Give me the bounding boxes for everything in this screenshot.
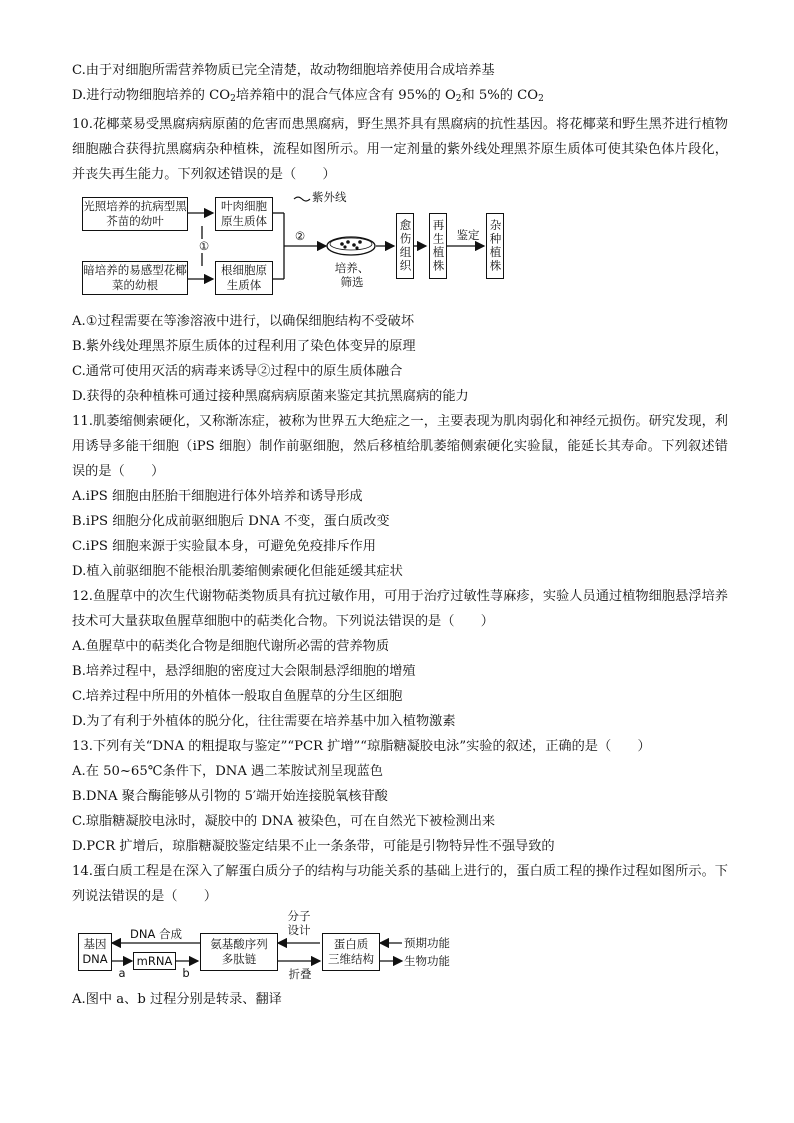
q11-option-b: B.iPS 细胞分化成前驱细胞后 DNA 不变，蛋白质改变 <box>72 514 390 529</box>
amino-acid-box <box>200 933 278 971</box>
polypeptide-label: 多肽链 <box>221 952 257 966</box>
q14-option-a: A.图中 a、b 过程分别是转录、翻译 <box>72 992 282 1007</box>
q9-option-c: C.由于对细胞所需营养物质已完全清楚，故动物细胞培养使用合成培养基 <box>72 63 495 78</box>
regenerated-plant-box: 再生植株 <box>429 213 447 279</box>
expected-function-label: 预期功能 <box>404 936 450 950</box>
protein-box <box>322 933 380 971</box>
callus-box: 愈伤组织 <box>396 213 414 279</box>
protein-engineering-arrows <box>72 911 728 987</box>
q10-option-a: A.①过程需要在等渗溶液中进行，以确保细胞结构不受破坏 <box>72 314 415 329</box>
q12-option-b: B.培养过程中，悬浮细胞的密度过大会限制悬浮细胞的增殖 <box>72 664 416 679</box>
protein-label: 蛋白质 <box>333 937 369 951</box>
biological-function-label: 生物功能 <box>404 954 450 968</box>
dna-synthesis-label: DNA 合成 <box>130 927 182 941</box>
molecular-design-label <box>281 909 317 937</box>
protein-engineering-diagram <box>72 911 728 987</box>
q10-option-c: C.通常可使用灭活的病毒来诱导②过程中的原生质体融合 <box>72 364 403 379</box>
q13-option-b: B.DNA 聚合酶能够从引物的 5′端开始连接脱氧核苷酸 <box>72 789 388 804</box>
q11-option-d: D.植入前驱细胞不能根治肌萎缩侧索硬化但能延缓其症状 <box>72 564 403 579</box>
q12-option-c: C.培养过程中所用的外植体一般取自鱼腥草的分生区细胞 <box>72 689 403 704</box>
q10-option-d: D.获得的杂种植株可通过接种黑腐病病原菌来鉴定其抗黑腐病的能力 <box>72 389 469 404</box>
dna-label: DNA <box>82 952 108 966</box>
q10-stem: 10.花椰菜易受黑腐病病原菌的危害而患黑腐病，野生黑芥具有黑腐病的抗性基因。将花椰菜和野生黑芥进行植物细胞融合获得抗黑腐病杂种植株，流程如图所示。用一定剂量的紫外线处理黑芥原生质体可使其染色体片段化，并丧失再生能力。下列叙述错误的是（ ） <box>72 117 728 182</box>
resistant-seedling-box: 光照培养的抗病型黑芥苗的幼叶 <box>82 197 188 231</box>
q9-option-d: D.进行动物细胞培养的 $CO_2$培养箱中的混合气体应含有 95%的 $O_2$和 5%的 $CO_2$ <box>72 88 544 104</box>
structure-label: 三维结构 <box>328 952 374 966</box>
q10-option-b: B.紫外线处理黑芥原生质体的过程利用了染色体变异的原理 <box>72 339 416 354</box>
process-b-label: b <box>182 966 190 980</box>
identify-label: 鉴定 <box>456 228 480 242</box>
culture-screen-label: 培养、筛选 <box>334 261 370 289</box>
q13-stem: 13.下列有关“DNA 的粗提取与鉴定”“PCR 扩增”“琼脂糖凝胶电泳”实验的叙述，正确的是（ ） <box>72 739 651 754</box>
gene-dna-box <box>78 933 112 971</box>
uv-label: 紫外线 <box>312 190 347 204</box>
susceptible-root-box: 暗培养的易感型花椰菜的幼根 <box>82 261 188 295</box>
q11-stem: 11.肌萎缩侧索硬化，又称渐冻症，被称为世界五大绝症之一，主要表现为肌肉弱化和神经元损伤。研究发现，利用诱导多能干细胞（iPS 细胞）制作前驱细胞，然后移植给肌萎缩侧索硬化实验鼠，能延长其寿命。下列叙述错误的是（ ） <box>72 414 728 479</box>
root-protoplast-box: 根细胞原生质体 <box>215 261 273 295</box>
hybrid-plant-box: 杂种植株 <box>486 213 504 279</box>
q12-option-d: D.为了有利于外植体的脱分化，往往需要在培养基中加入植物激素 <box>72 714 456 729</box>
q11-option-c: C.iPS 细胞来源于实验鼠本身，可避免免疫排斥作用 <box>72 539 376 554</box>
mol-design-1: 分子 <box>287 909 311 923</box>
step-2-label: ② <box>294 229 306 243</box>
folding-label: 折叠 <box>288 967 312 981</box>
process-a-label: a <box>118 966 126 980</box>
q13-option-c: C.琼脂糖凝胶电泳时，凝胶中的 DNA 被染色，可在自然光下被检测出来 <box>72 814 496 829</box>
q12-option-a: A.鱼腥草中的萜类化合物是细胞代谢所必需的营养物质 <box>72 639 390 654</box>
q14-stem: 14.蛋白质工程是在深入了解蛋白质分子的结构与功能关系的基础上进行的，蛋白质工程的操作过程如图所示。下列说法错误的是（ ） <box>72 864 728 904</box>
q11-option-a: A.iPS 细胞由胚胎干细胞进行体外培养和诱导形成 <box>72 489 363 504</box>
mol-design-2: 设计 <box>287 923 311 937</box>
gene-label: 基因 <box>83 937 107 951</box>
fusion-flow-diagram <box>72 191 728 309</box>
q13-option-a: A.在 50~65℃条件下，DNA 遇二苯胺试剂呈现蓝色 <box>72 764 383 779</box>
leaf-protoplast-box: 叶肉细胞原生质体 <box>215 197 273 231</box>
amino-acid-sequence-label: 氨基酸序列 <box>210 937 268 951</box>
exam-page <box>72 58 728 1012</box>
mrna-box: mRNA <box>133 952 176 970</box>
step-1-label: ① <box>196 239 212 253</box>
q13-option-d: D.PCR 扩增后，琼脂糖凝胶鉴定结果不止一条条带，可能是引物特异性不强导致的 <box>72 839 555 854</box>
q12-stem: 12.鱼腥草中的次生代谢物萜类物质具有抗过敏作用，可用于治疗过敏性荨麻疹，实验人员通过植物细胞悬浮培养技术可大量获取鱼腥草细胞中的萜类化合物。下列说法错误的是（ ） <box>72 589 728 629</box>
